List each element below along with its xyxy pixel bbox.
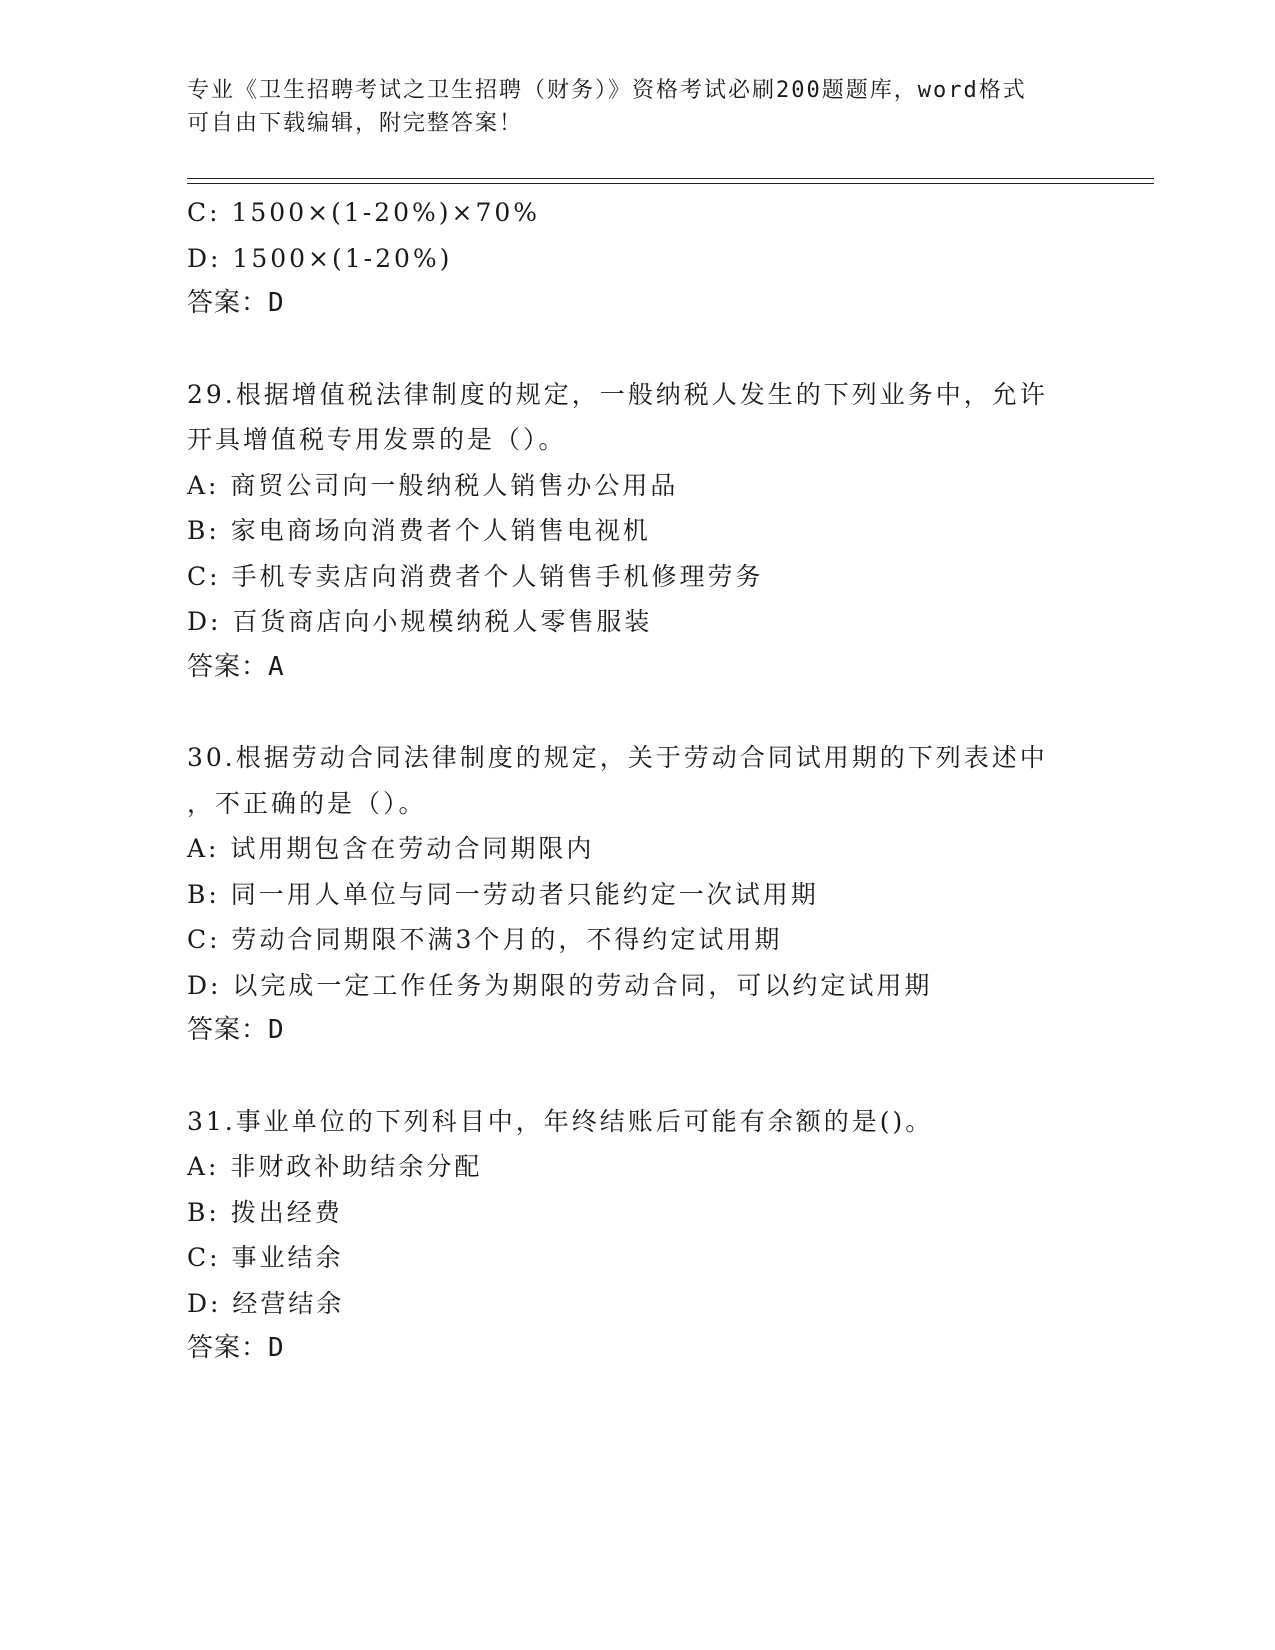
option-d: D: 百货商店向小规模纳税人零售服装 (187, 607, 653, 636)
option-b: B: 拨出经费 (187, 1197, 343, 1227)
option-a: A: 试用期包含在劳动合同期限内 (187, 834, 595, 863)
option-c: C: 劳动合同期限不满3个月的，不得约定试用期 (187, 925, 783, 954)
question-stem-line: 31.事业单位的下列科目中，年终结账后可能有余额的是()。 (187, 1106, 934, 1136)
option-b: B: 同一用人单位与同一劳动者只能约定一次试用期 (187, 879, 819, 909)
answer-label: 答案： (187, 288, 269, 318)
question-stem-line: 29.根据增值税法律制度的规定，一般纳税人发生的下列业务中，允许 (187, 379, 1048, 409)
prev-question (187, 190, 1087, 327)
answer-value: A (268, 651, 285, 682)
question-31 (187, 1099, 1087, 1372)
answer-label: 答案： (187, 1015, 269, 1045)
option-b: B: 家电商场向消费者个人销售电视机 (187, 516, 651, 545)
option-d: D: 经营结余 (187, 1288, 345, 1318)
answer-line (187, 1326, 1087, 1372)
answer-label: 答案： (187, 1333, 269, 1363)
question-stem-line: 30.根据劳动合同法律制度的规定，关于劳动合同试用期的下列表述中 (187, 743, 1048, 772)
question-30 (187, 735, 1087, 1054)
header-line-1: 专业《卫生招聘考试之卫生招聘（财务）》资格考试必刷200题题库，word格式 (187, 78, 1027, 103)
option-c: C: 手机专卖店向消费者个人销售手机修理劳务 (187, 561, 764, 591)
question-29 (187, 372, 1087, 691)
option-d: D: 1500×(1-20%) (187, 243, 453, 273)
option-d: D: 以完成一定工作任务为期限的劳动合同，可以约定试用期 (187, 970, 933, 1000)
answer-line (187, 1008, 1087, 1054)
header-line-2: 可自由下载编辑，附完整答案！ (187, 111, 524, 136)
answer-value: D (268, 1333, 285, 1363)
page-header (187, 74, 1087, 140)
option-c: C: 1500×(1-20%)×70% (187, 198, 541, 227)
answer-value: D (268, 1015, 285, 1045)
option-a: A: 商贸公司向一般纳税人销售办公用品 (187, 470, 679, 500)
header-divider (187, 178, 1154, 184)
question-stem-line: 开具增值税专用发票的是（）。 (187, 425, 567, 454)
question-list (187, 190, 1087, 1372)
option-a: A: 非财政补助结余分配 (187, 1152, 483, 1181)
answer-line (187, 645, 1087, 691)
answer-value: D (268, 288, 285, 318)
answer-label: 答案： (187, 651, 269, 682)
question-stem-line: ，不正确的是（）。 (187, 788, 427, 818)
answer-line (187, 281, 1087, 327)
option-c: C: 事业结余 (187, 1243, 344, 1272)
